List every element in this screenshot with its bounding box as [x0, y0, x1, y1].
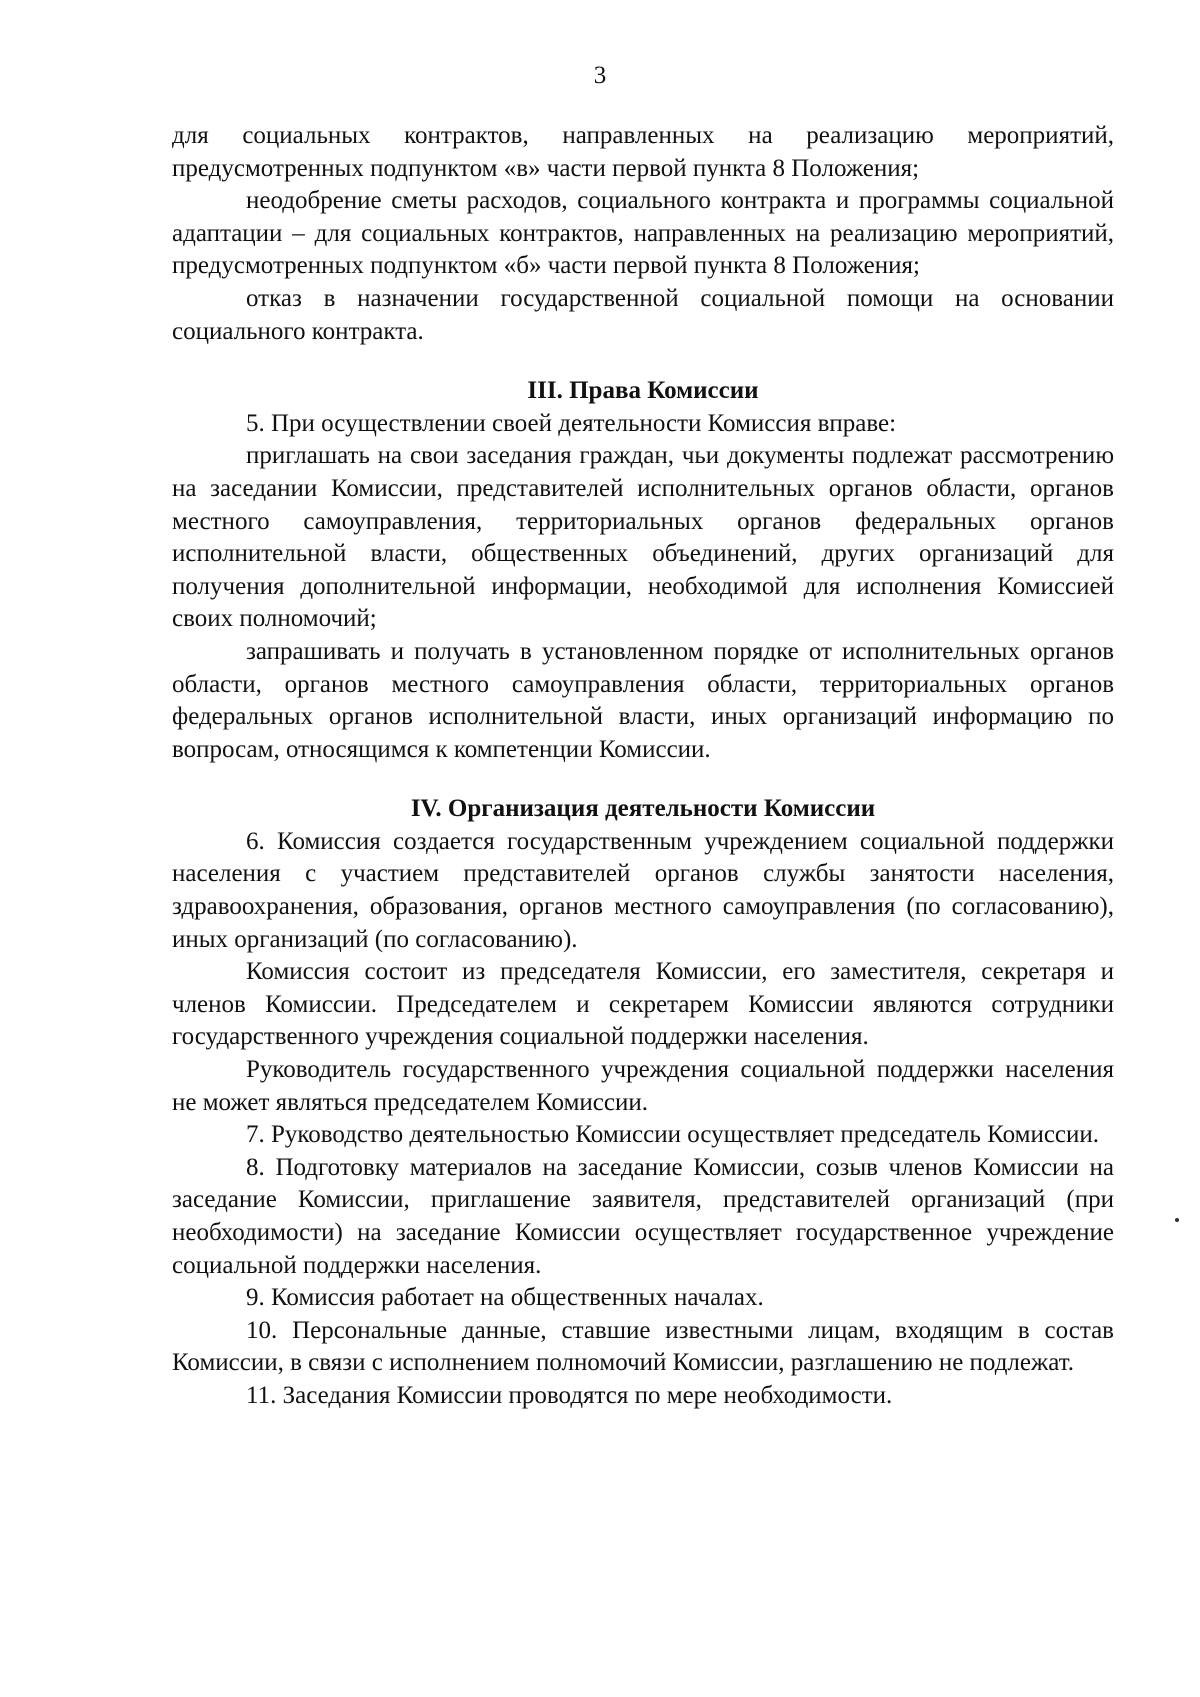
paragraph-invite-citizens: приглашать на свои заседания граждан, чьи документы подлежат рассмотрению на заседании Комиссии, представителей исполнительных органов области, органов местного самоуправления, территориальных органов федеральных органов исполнительной власти, общественных объединений, других организаций для получения дополнительной информации, необходимой для исполнения Комиссией своих полномочий; — [172, 442, 1114, 633]
paragraph-item-5: 5. При осуществлении своей деятельности Комиссия вправе: — [246, 409, 897, 437]
page-number: 3 — [593, 62, 607, 89]
paragraph-item-6: 6. Комиссия создается государственным учреждением социальной поддержки населения с участием представителей органов службы занятости населения, здравоохранения, образования, органов местного самоуправления (по согласованию), иных организаций (по согласованию). — [172, 827, 1114, 953]
paragraph-composition: Комиссия состоит из председателя Комиссии, его заместителя, секретаря и членов Комиссии. Председателем и секретарем Комиссии являются сотрудники государственного учреждения социальной поддержки населения. — [172, 958, 1114, 1051]
section-heading-rights: III. Права Комиссии — [527, 377, 759, 405]
paragraph-item-7: 7. Руководство деятельностью Комиссии осуществляет председатель Комиссии. — [246, 1121, 1100, 1149]
spacer — [172, 766, 1114, 793]
section-heading-organization: IV. Организация деятельности Комиссии — [410, 795, 876, 823]
paragraph-item-9: 9. Комиссия работает на общественных началах. — [246, 1284, 764, 1312]
paragraph-request-information: запрашивать и получать в установленном порядке от исполнительных органов области, органов местного самоуправления области, территориальных органов федеральных органов исполнительной власти, иных организаций информацию по вопросам, относящимся к компетенции Комиссии. — [172, 637, 1114, 763]
paragraph-estimate-rejection: неодобрение сметы расходов, социального контракта и программы социальной адаптации – для социальных контрактов, направленных на реализацию мероприятий, предусмотренных подпунктом «б» части первой пункта 8 Положения; — [172, 187, 1114, 280]
paragraph-item-8: 8. Подготовку материалов на заседание Комиссии, созыв членов Комиссии на заседание Комиссии, приглашение заявителя, представителей организаций (при необходимости) на заседание Комиссии осуществляет государственное учреждение социальной поддержки населения. — [172, 1153, 1114, 1279]
scan-speck — [1175, 1218, 1179, 1222]
paragraph-item-10: 10. Персональные данные, ставшие известными лицам, входящим в состав Комиссии, в связи с исполнением полномочий Комиссии, разглашению не подлежат. — [172, 1316, 1114, 1377]
document-body — [172, 120, 1114, 1413]
paragraph-assistance-refusal: отказ в назначении государственной социальной помощи на основании социального контракта. — [172, 284, 1114, 345]
spacer — [172, 348, 1114, 375]
paragraph-contract-v: для социальных контрактов, направленных на реализацию мероприятий, предусмотренных подпунктом «в» части первой пункта 8 Положения; — [172, 122, 1114, 182]
paragraph-item-11: 11. Заседания Комиссии проводятся по мере необходимости. — [246, 1381, 893, 1409]
paragraph-head-restriction: Руководитель государственного учреждения социальной поддержки населения не может являться председателем Комиссии. — [172, 1056, 1114, 1116]
